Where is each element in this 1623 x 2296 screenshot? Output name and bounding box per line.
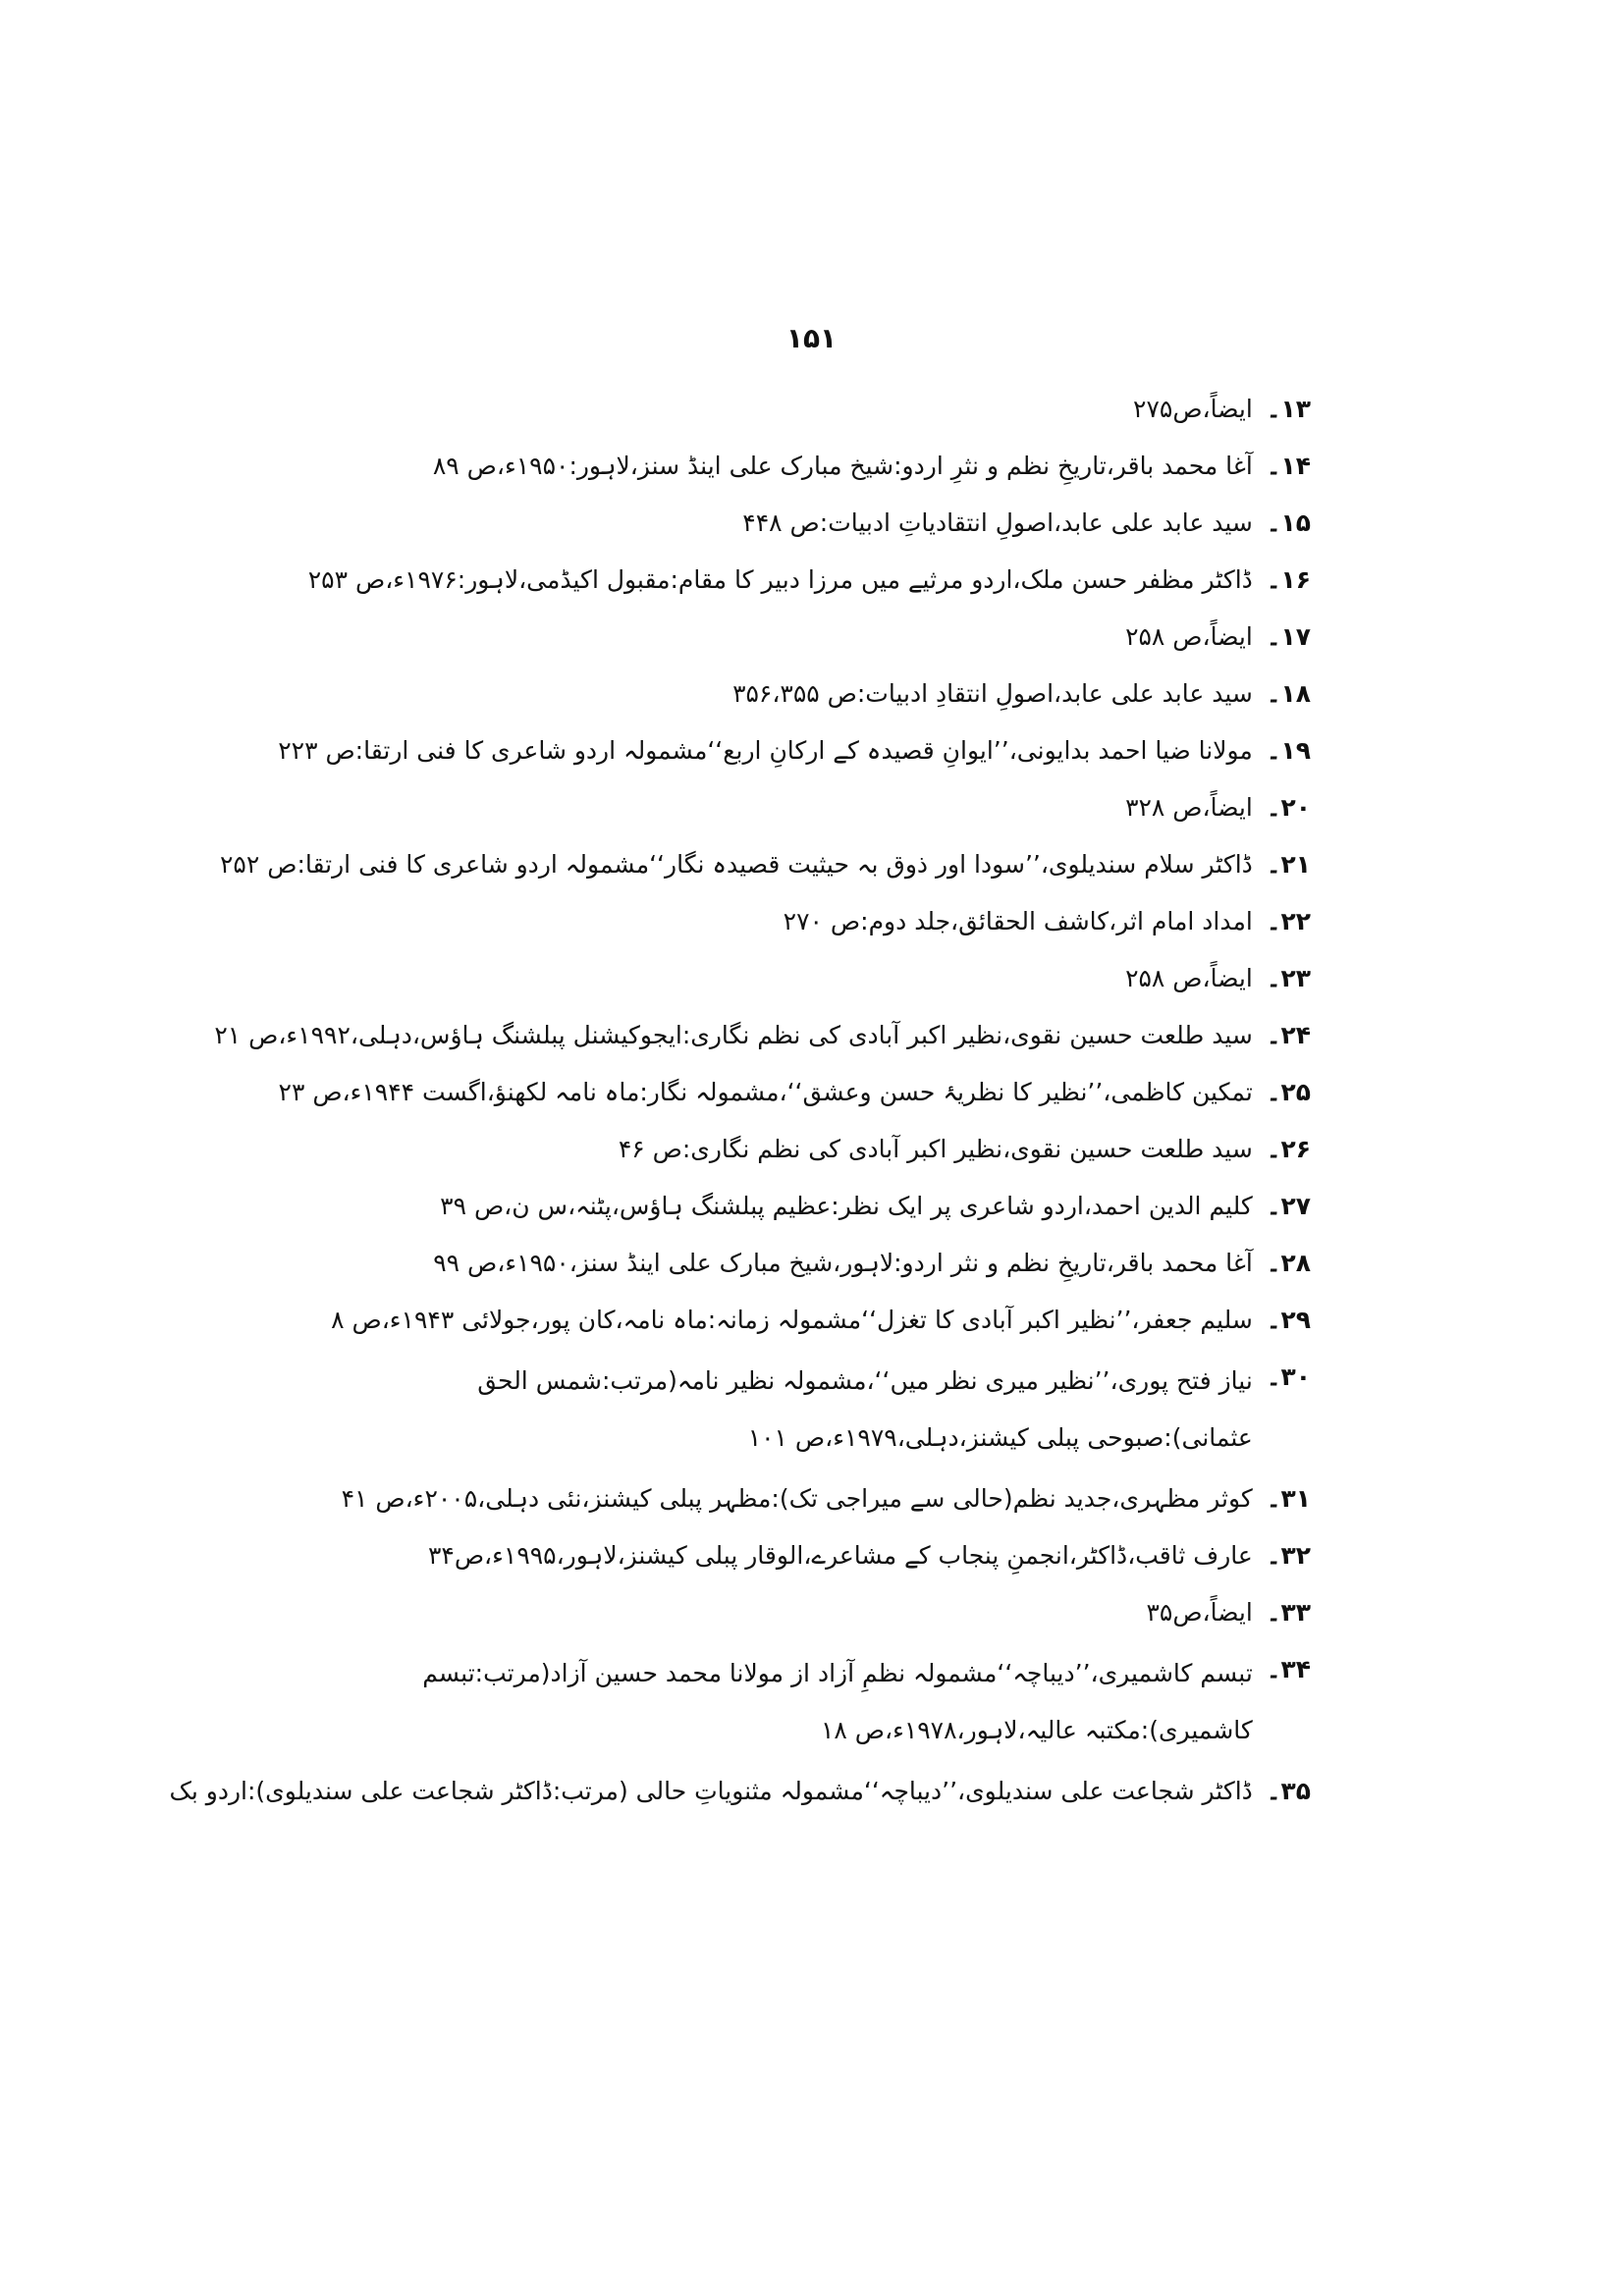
note-text: ڈاکٹر مظفر حسن ملک،اردو مرثیے میں مرزا دبیر کا مقام:مقبول اکیڈمی،لاہور:۱۹۷۶ء،ص ۲۵۳ (307, 565, 1253, 594)
note-text: آغا محمد باقر،تاریخِ نظم و نثر اردو:لاہور،شیخ مبارک علی اینڈ سنز،۱۹۵۰ء،ص ۹۹ (433, 1249, 1253, 1277)
note-item (319, 1588, 1311, 1637)
note-item (319, 385, 1311, 434)
note-text: ایضاً،ص۲۷۵ (1133, 395, 1253, 423)
note-number: ۲۸۔ (1266, 1249, 1311, 1277)
note-number: ۲۱۔ (1266, 850, 1311, 879)
note-number: ۲۳۔ (1266, 964, 1311, 992)
note-item (319, 669, 1311, 719)
note-text: سید طلعت حسین نقوی،نظیر اکبر آبادی کی نظم نگاری:ص ۴۶ (618, 1135, 1253, 1163)
note-text: آغا محمد باقر،تاریخِ نظم و نثرِ اردو:شیخ مبارک علی اینڈ سنز،لاہور:۱۹۵۰ء،ص ۸۹ (432, 452, 1253, 480)
note-number: ۳۴۔ (1266, 1655, 1311, 1683)
note-item (319, 1239, 1311, 1288)
note-item (319, 1182, 1311, 1231)
note-item (307, 556, 1311, 605)
note-item (278, 726, 1311, 775)
note-number: ۳۳۔ (1266, 1598, 1311, 1627)
note-item (319, 1645, 1311, 1759)
note-number: ۲۲۔ (1266, 907, 1311, 935)
note-item (319, 1125, 1311, 1174)
note-text: کلیم الدین احمد،اردو شاعری پر ایک نظر:عظیم پبلشنگ ہاؤس،پٹنہ،س ن،ص ۳۹ (440, 1192, 1253, 1220)
note-item (220, 840, 1311, 889)
note-number: ۲۹۔ (1266, 1306, 1311, 1334)
note-number: ۱۴۔ (1266, 452, 1311, 480)
note-number: ۳۲۔ (1266, 1541, 1311, 1570)
note-number: ۳۰۔ (1266, 1362, 1311, 1391)
note-number: ۱۳۔ (1266, 395, 1311, 423)
note-text: نیاز فتح پوری،’’نظیر میری نظر میں‘‘،مشمولہ نظیر نامہ(مرتب:شمس الحق عثمانی):صبوحی پبلی کیشنز،دہلی،۱۹۷۹ء،ص ۱۰۱ (477, 1366, 1253, 1452)
note-number: ۱۶۔ (1266, 565, 1311, 594)
note-item (169, 1767, 1311, 1816)
note-number: ۱۵۔ (1266, 508, 1311, 537)
note-number: ۲۵۔ (1266, 1078, 1311, 1106)
note-text: ڈاکٹر سلام سندیلوی،’’سودا اور ذوق بہ حیثیت قصیدہ نگار‘‘مشمولہ اردو شاعری کا فنی ارتقا:ص ۲۵۲ (220, 850, 1253, 879)
note-number: ۳۵۔ (1266, 1777, 1311, 1805)
note-text: ایضاً،ص۳۵ (1146, 1598, 1253, 1627)
note-number: ۱۸۔ (1266, 679, 1311, 708)
note-number: ۲۰۔ (1266, 793, 1311, 822)
note-text: ایضاً،ص ۲۵۸ (1125, 622, 1253, 651)
notes-list (169, 385, 1311, 1824)
note-text: عارف ثاقب،ڈاکٹر،انجمنِ پنجاب کے مشاعرے،الوقار پبلی کیشنز،لاہور،۱۹۹۵ء،ص۳۴ (427, 1541, 1253, 1570)
note-item (319, 897, 1311, 946)
note-text: سید عابد علی عابد،اصولِ انتقادیاتِ ادبیات:ص ۴۴۸ (742, 508, 1253, 537)
note-text: سلیم جعفر،’’نظیر اکبر آبادی کا تغزل‘‘مشمولہ زمانہ:ماہ نامہ،کان پور،جولائی ۱۹۴۳ء،ص ۸ (331, 1306, 1253, 1334)
note-number: ۲۶۔ (1266, 1135, 1311, 1163)
page-number: ۱۵۱ (785, 322, 838, 354)
note-item (319, 1474, 1311, 1523)
note-number: ۱۹۔ (1266, 736, 1311, 765)
note-item (319, 783, 1311, 832)
note-item (319, 613, 1311, 662)
note-text: ایضاً،ص ۳۲۸ (1125, 793, 1253, 822)
note-number: ۲۴۔ (1266, 1021, 1311, 1049)
note-text: امداد امام اثر،کاشف الحقائق،جلد دوم:ص ۲۷۰ (783, 907, 1253, 935)
note-item (319, 499, 1311, 548)
note-text: تبسم کاشمیری،’’دیباچہ‘‘مشمولہ نظمِ آزاد از مولانا محمد حسین آزاد(مرتب:تبسم کاشمیری):مکتبہ عالیہ،لاہور،۱۹۷۸ء،ص ۱۸ (422, 1659, 1253, 1744)
note-item (319, 954, 1311, 1003)
note-number: ۳۱۔ (1266, 1484, 1311, 1513)
note-item (319, 442, 1311, 491)
note-item (214, 1011, 1311, 1060)
note-item (319, 1296, 1311, 1345)
note-number: ۱۷۔ (1266, 622, 1311, 651)
note-item (278, 1068, 1311, 1117)
note-text: ڈاکٹر شجاعت علی سندیلوی،’’دیباچہ‘‘مشمولہ مثنویاتِ حالی (مرتب:ڈاکٹر شجاعت علی سندیلوی):اردو بک (169, 1777, 1253, 1805)
note-text: تمکین کاظمی،’’نظیر کا نظریۂ حسن وعشق‘‘،مشمولہ نگار:ماہ نامہ لکھنؤ،اگست ۱۹۴۴ء،ص ۲۳ (278, 1078, 1253, 1106)
note-text: سید عابد علی عابد،اصولِ انتقادِ ادبیات:ص ۳۵۶،۳۵۵ (732, 679, 1253, 708)
note-item (319, 1531, 1311, 1580)
note-text: ایضاً،ص ۲۵۸ (1125, 964, 1253, 992)
note-text: سید طلعت حسین نقوی،نظیر اکبر آبادی کی نظم نگاری:ایجوکیشنل پبلشنگ ہاؤس،دہلی،۱۹۹۲ء،ص ۲۱ (214, 1021, 1253, 1049)
note-text: مولانا ضیا احمد بدایونی،’’ایوانِ قصیدہ کے ارکانِ اربع‘‘مشمولہ اردو شاعری کا فنی ارتقا:ص ۲۲۳ (278, 736, 1253, 765)
note-item (319, 1353, 1311, 1467)
note-number: ۲۷۔ (1266, 1192, 1311, 1220)
note-text: کوثر مظہری،جدید نظم(حالی سے میراجی تک):مظہر پبلی کیشنز،نئی دہلی،۲۰۰۵ء،ص ۴۱ (341, 1484, 1253, 1513)
